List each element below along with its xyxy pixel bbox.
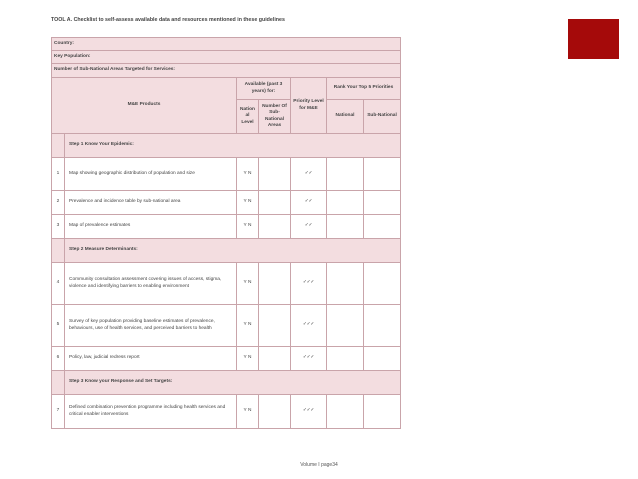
sub-national-label: Number of Sub-National Areas Targeted for Services: — [52, 64, 401, 78]
rank-national-cell — [327, 263, 364, 305]
subnational-cell — [259, 305, 291, 347]
key-population-label: Key Population: — [52, 51, 401, 64]
step-spacer — [52, 371, 65, 395]
rank-national-cell — [327, 305, 364, 347]
country-row — [52, 38, 401, 51]
page-title: TOOL A. Checklist to self-assess available data and resources mentioned in these guidelines — [51, 17, 285, 23]
rank-national-cell — [327, 158, 364, 191]
national-level-header: Nation al Level — [237, 100, 259, 134]
rank-subnational-cell — [364, 305, 401, 347]
checklist-table — [51, 37, 401, 429]
subnational-cell — [259, 215, 291, 239]
row-number: 4 — [52, 263, 65, 305]
table-row — [52, 263, 401, 305]
product-cell: Prevalence and incidence table by sub-national area — [65, 191, 237, 215]
priority-checks: ✓✓ — [291, 215, 327, 239]
priority-checks: ✓✓ — [291, 191, 327, 215]
key-population-row — [52, 51, 401, 64]
rank-subnational-cell — [364, 395, 401, 429]
sub-national-row — [52, 64, 401, 78]
step-title: Step 3 Know your Response and Set Targets: — [65, 371, 401, 395]
priority-checks: ✓✓✓ — [291, 347, 327, 371]
table-row — [52, 215, 401, 239]
row-number: 6 — [52, 347, 65, 371]
product-cell: Community consultation assessment covering issues of access, stigma, violence and identifying barriers to enabling environment — [65, 263, 237, 305]
rank-subnational-cell — [364, 347, 401, 371]
step-title: Step 2 Measure Determinants: — [65, 239, 401, 263]
product-cell: Survey of key population providing baseline estimates of prevalence, behaviours, use of health services, and perceived barriers to health — [65, 305, 237, 347]
available-header: Available (past 3 years) for: — [237, 78, 291, 100]
yn-cell: Y N — [237, 215, 259, 239]
row-number: 1 — [52, 158, 65, 191]
table-row — [52, 305, 401, 347]
rank-subnational-cell — [364, 263, 401, 305]
step-row — [52, 239, 401, 263]
product-cell: Policy, law, judicial redress report — [65, 347, 237, 371]
table-row — [52, 395, 401, 429]
subnational-cell — [259, 395, 291, 429]
row-number: 5 — [52, 305, 65, 347]
step-row — [52, 134, 401, 158]
priority-header: Priority Level for M&E — [291, 78, 327, 134]
subnational-cell — [259, 158, 291, 191]
table-row — [52, 347, 401, 371]
table-row — [52, 158, 401, 191]
rank-national-cell — [327, 347, 364, 371]
priority-checks: ✓✓✓ — [291, 395, 327, 429]
number-subnational-header: Number Of Sub-National Areas — [259, 100, 291, 134]
product-cell: Map showing geographic distribution of population and size — [65, 158, 237, 191]
table-row — [52, 191, 401, 215]
rank-subnational-cell — [364, 191, 401, 215]
rank-national-header: National — [327, 100, 364, 134]
page-footer: Volume I page34 — [300, 462, 338, 468]
yn-cell: Y N — [237, 347, 259, 371]
step-spacer — [52, 239, 65, 263]
priority-checks: ✓✓✓ — [291, 305, 327, 347]
product-cell: Defined combination prevention programme including health services and critical enabler interventions — [65, 395, 237, 429]
priority-checks: ✓✓ — [291, 158, 327, 191]
yn-cell: Y N — [237, 395, 259, 429]
priority-checks: ✓✓✓ — [291, 263, 327, 305]
yn-cell: Y N — [237, 263, 259, 305]
rank-national-cell — [327, 191, 364, 215]
step-spacer — [52, 134, 65, 158]
row-number: 7 — [52, 395, 65, 429]
subnational-cell — [259, 263, 291, 305]
yn-cell: Y N — [237, 191, 259, 215]
product-cell: Map of prevalence estimates — [65, 215, 237, 239]
step-row — [52, 371, 401, 395]
rank-subnational-cell — [364, 158, 401, 191]
me-products-header: M&E Products — [52, 78, 237, 134]
row-number: 2 — [52, 191, 65, 215]
yn-cell: Y N — [237, 305, 259, 347]
rank-subnational-cell — [364, 215, 401, 239]
subnational-cell — [259, 191, 291, 215]
rank-national-cell — [327, 215, 364, 239]
country-label: Country: — [52, 38, 401, 51]
yn-cell: Y N — [237, 158, 259, 191]
step-title: Step 1 Know Your Epidemic: — [65, 134, 401, 158]
rank-subnational-header: Sub-National — [364, 100, 401, 134]
accent-square — [568, 19, 619, 59]
rank-national-cell — [327, 395, 364, 429]
rank-header: Rank Your Top 5 Priorities — [327, 78, 401, 100]
subnational-cell — [259, 347, 291, 371]
header-row-1 — [52, 78, 401, 100]
row-number: 3 — [52, 215, 65, 239]
